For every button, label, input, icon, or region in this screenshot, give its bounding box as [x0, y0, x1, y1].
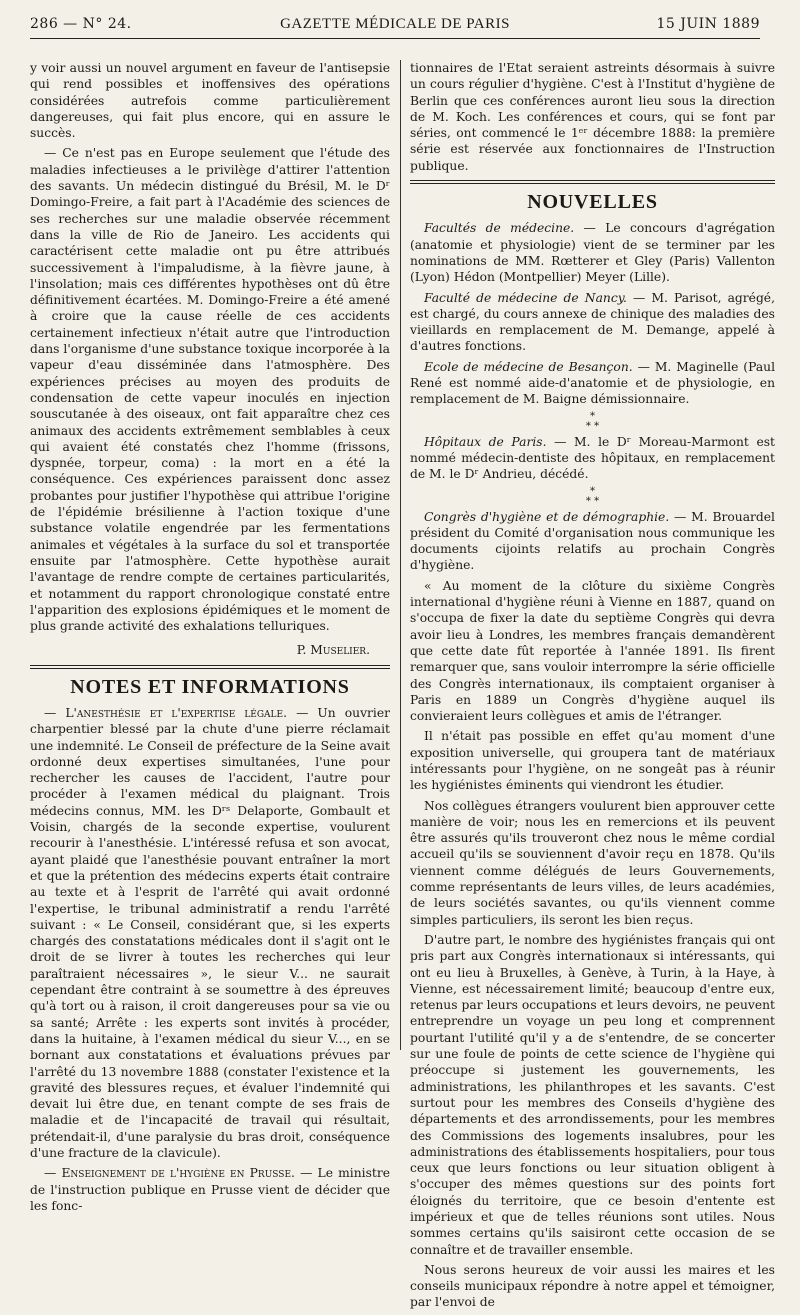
section-title: NOUVELLES: [527, 191, 658, 214]
news-heading: Congrès d'hygiène et de démographie.: [424, 509, 670, 524]
column-divider: [400, 60, 401, 1050]
paragraph: y voir aussi un nouvel argument en faveur de l'antisepsie qui rend possibles et inoffensives des opérations considérées autrefois comme particulièrement dangereuses, qui fait plus encore, qui en assure le succès.: [30, 61, 390, 141]
author-signature: P. Muselier.: [296, 643, 370, 658]
quoted-paragraph: « Au moment de la clôture du sixième Congrès international d'hygiène réuni à Vienne en 1887, quand on s'occupa de fixer la date du septième Congrès qui devra avoir lieu à Londres, les membres français demandèrent que cette date fût reportée à l'année 1891. Ils firent remarquer que, sans vouloir interrompre la série officielle des Congrès internationaux, ils comptaient organiser à Paris en 1889 un Congrès d'hygiène auquel ils convieraient leurs collègues et amis de l'étranger.: [410, 578, 775, 724]
paragraph: tionnaires de l'Etat seraient astreints désormais à suivre un cours régulier d'hygiène. C'est à l'Institut d'hygiène de Berlin que ces conférences auront lieu sous la direction de M. Koch. Les conférences et cours, qui se font par séries, ont commencé le 1ᵉʳ décembre 1888: la première série est réservée aux fonctionnaires de l'Instruction publique.: [410, 61, 775, 173]
news-heading: Facultés de médecine.: [424, 221, 575, 236]
news-item: [410, 290, 775, 355]
news-item: [410, 220, 775, 285]
left-column: [30, 60, 390, 1218]
news-text: — M. Brouardel président du Comité d'organisation nous communique les documents cijoints relatifs au prochain Congrès d'hygiène.: [410, 509, 775, 573]
paragraph: — Ce n'est pas en Europe seulement que l'étude des maladies infectieuses a le privilège d'attirer l'attention des savants. Un médecin distingué du Brésil, M. le Dʳ Domingo-Freire, a fait part à l'Académie des sciences de ses recherches sur une maladie observée récemment dans la ville de Rio de Janeiro. Les accidents qui caractérisent cette maladie ont pu être attribués successivement à l'impaludisme, à la fièvre jaune, à l'insolation; mais ces différentes hypothèses ont dû être définitivement écartées. M. Domingo-Freire a été amené à croire que la cause réelle de ces accidents certainement infectieux n'était autre que l'introduction dans l'organisme d'une substance toxique incorporée à la vapeur d'eau disséminée dans l'atmosphère. Des expériences précises au moyen des produits de condensation de cette vapeur inoculés en injection souscutanée à des oiseaux, ont fait apparaître chez ces animaux des accidents extrêmement semblables à ceux qui avaient été constatés chez l'homme (frissons, dyspnée, torpeur, coma) : la mort en a été la conséquence. Ces expériences paraissent donc assez probantes pour justifier l'hypothèse qui attribue l'origine de l'épidémie brésilienne à l'action toxique d'une substance volatile engendrée par les fermentations animales et végétales à la surface du sol et transportée ensuite par l'atmosphère. Cette hypothèse aurait l'avantage de rendre compte de certaines particularités, et notamment du rapport chronologique constaté entre l'apparition des explosions épidémiques et le moment de plus grande activité des exhalations telluriques.: [30, 146, 390, 634]
section-divider: [410, 180, 775, 184]
news-heading: Ecole de médecine de Besançon.: [424, 359, 633, 374]
news-heading: Hôpitaux de Paris.: [424, 434, 547, 449]
issue-date: 15 JUIN 1889: [656, 16, 760, 32]
article-text: — Le ministre de l'instruction publique en Prusse vient de décider que les fonc-: [30, 1166, 390, 1213]
quoted-paragraph: Il n'était pas possible en effet qu'au moment d'une exposition universelle, qui groupera tant de matériaux intéressants pour l'hygiène, on ne songeât pas à réunir les hygiénistes éminents qui viendront les étudier.: [410, 729, 775, 793]
article-paragraph: [30, 1165, 390, 1214]
section-title: NOTES ET INFORMATIONS: [70, 675, 350, 698]
quoted-paragraph: Nous serons heureux de voir aussi les maires et les conseils municipaux répondre à notre appel et témoigner, par l'envoi de: [410, 1262, 775, 1310]
article-paragraph: [30, 705, 390, 1161]
asterism-separator: * * *: [585, 485, 600, 507]
news-text: — M. le Dʳ Moreau-Marmont est nommé médecin-dentiste des hôpitaux, en remplacement de M. le Dʳ Andrieu, décédé.: [410, 434, 775, 482]
news-item: [410, 509, 775, 574]
page-header: [30, 14, 760, 39]
asterism-separator: * * *: [585, 410, 600, 432]
article-heading: — L'anesthésie et l'expertise légale.: [44, 705, 288, 720]
right-column: [410, 60, 775, 1315]
news-item: [410, 434, 775, 483]
article-text: — Un ouvrier charpentier blessé par la chute d'une pierre réclamait une indemnité. Le Conseil de préfecture de la Seine avait ordonné deux expertises simultanées, l'une pour rechercher les causes de l'accident, l'autre pour procéder à l'examen médical du plaignant. Trois médecins connus, MM. les Dʳˢ Delaporte, Gombault et Voisin, chargés de la seconde expertise, voulurent recourir à l'anesthésie. L'intéressé refusa et son avocat, ayant plaidé que l'anesthésie pouvant entraîner la mort et que la prétention des médecins experts était contraire au texte et à l'esprit de l'arrêté qui avait ordonné l'expertise, le tribunal administratif a rendu l'arrêté suivant : « Le Conseil, considérant que, si les experts chargés des constatations médicales dont il s'agit ont le droit de se livrer à toutes les recherches qui leur paraîtraient nécessaires », le sieur V... ne saurait cependant être contraint à se soumettre à des épreuves qu'à tort ou à raison, il croit dangereuses pour sa vie ou sa santé; Arrête : les experts sont invités à procéder, dans la huitaine, à l'examen médical du sieur V..., en se bornant aux constatations et évaluations prévues par l'arrêté du 13 novembre 1888 (constater l'existence et la gravité des blessures reçues, et évaluer l'indemnité qui devait lui être due, en tenant compte de ses frais de maladie et de l'incapacité de travail qui résultait, prétendait-il, d'une paralysie du bras droit, conséquence d'une fracture de la clavicule).: [30, 705, 390, 1160]
journal-title: GAZETTE MÉDICALE DE PARIS: [280, 16, 510, 32]
news-text: — M. Maginelle (Paul René est nommé aide-d'anatomie et de physiologie, en remplacement de M. Baigne démissionnaire.: [410, 359, 775, 407]
news-text: — M. Parisot, agrégé, est chargé, du cours annexe de chinique des maladies des vieillards en remplacement de M. Demange, appelé à d'autres fonctions.: [410, 290, 775, 354]
page-number: 286 — N° 24.: [30, 16, 132, 32]
news-heading: Faculté de médecine de Nancy.: [424, 290, 627, 305]
quoted-paragraph: D'autre part, le nombre des hygiénistes français qui ont pris part aux Congrès internationaux si intéressants, qui ont eu lieu à Bruxelles, à Genève, à Turin, à la Haye, à Vienne, est nécessairement limité; beaucoup d'entre eux, retenus par leurs occupations et leurs devoirs, ne peuvent entreprendre un voyage un peu long et comprennent pourtant l'utilité qu'il y a de s'entendre, de se concerter sur une foule de points de cette science de l'hygiène qui préoccupe si justement les gouvernements, les administrations, les philanthropes et les savants. C'est surtout pour les membres des Conseils d'hygiène des départements et des arrondissements, pour les membres des Commissions des logements insalubres, pour les administrations des établissements hospitaliers, pour tous ceux que leurs fonctions ou leur situation obligent à s'occuper des mêmes questions sur des points fort éloignés du territoire, que ce besoin d'entente est impérieux et que de telles réunions sont utiles. Nous sommes certains qu'ils saisiront cette occasion de se connaître et de travailler ensemble.: [410, 932, 775, 1257]
news-item: [410, 359, 775, 408]
quoted-paragraph: Nos collègues étrangers voulurent bien approuver cette manière de voir; nous les en remercions et ils peuvent être assurés qu'ils trouveront chez nous le même cordial accueil qu'ils se souviennent d'avoir reçu en 1878. Qu'ils viennent comme délégués de leurs Gouvernements, comme représentants de leurs villes, de leurs académies, de leurs sociétés savantes, ou qu'ils viennent comme simples particuliers, ils seront les bien reçus.: [410, 798, 775, 927]
section-divider: [30, 665, 390, 669]
news-text: — Le concours d'agrégation (anatomie et physiologie) vient de se terminer par les nominations de MM. Rœtterer et Gley (Paris) Vallenton (Lyon) Hédon (Montpellier) Meyer (Lille).: [410, 221, 775, 285]
article-heading: — Enseignement de l'hygiène en Prusse.: [44, 1166, 295, 1181]
